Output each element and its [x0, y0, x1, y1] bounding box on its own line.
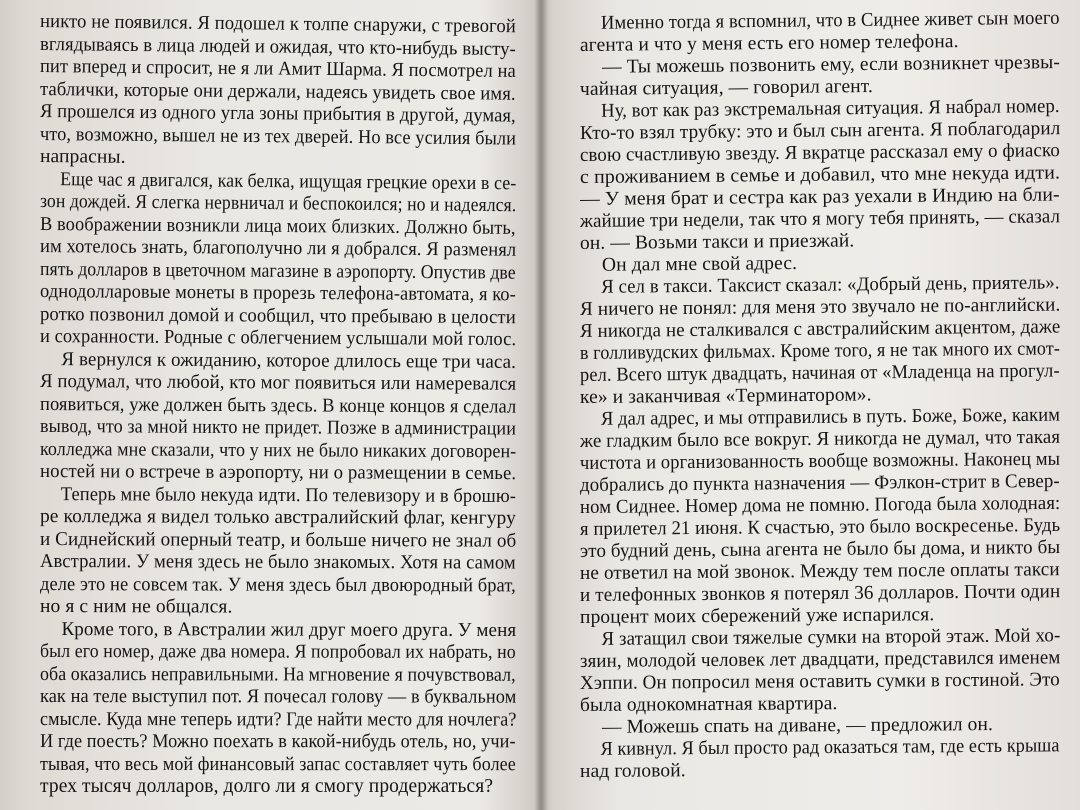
left-page-line: тывая, что весь мой финансовый запас составляет чуть более	[40, 753, 516, 775]
right-page-line: — Ты можешь позвонить ему, если возникнет чрезвы-	[601, 52, 1060, 78]
left-page-line: И где поесть? Можно поехать в какой-нибудь отель, но, учи-	[40, 731, 516, 753]
right-page-line: Ну, вот как раз экстремальная ситуация. Я набрал номер.	[600, 95, 1060, 122]
left-page-line: Я подумал, что любой, кто мог появиться или намеревался	[40, 371, 516, 395]
left-page-line: но я с ним не общался.	[40, 596, 233, 618]
left-page-line: Я прошелся из одного угла зоны прибытия в другой, думая,	[40, 101, 516, 127]
right-page-line: рел. Всего штук двадцать, начиная от «Младенца на прогул-	[580, 360, 1060, 386]
right-page-line: свою счастливую звезду. Я вкратце рассказал ему о фиаско	[580, 140, 1060, 166]
right-page-line: зяин, молодой человек лет двадцати, представился именем	[580, 647, 1060, 672]
left-page-line: однодолларовые монеты в прорезь телефона-автомата, я ко-	[40, 281, 516, 306]
left-page-line: деле это не совсем так. У меня здесь был двоюродный брат,	[40, 573, 516, 596]
left-page-line: вглядываясь в лица людей и ожидая, что кто-нибудь высту-	[40, 33, 516, 60]
right-page-line: я прилетел 21 июня. К счастью, это было воскресенье. Будь	[580, 514, 1060, 540]
left-page-line: пит вперед и спросит, не я ли Амит Шарма. Я посмотрел на	[40, 56, 516, 82]
left-page-line: что, возможно, вышел не из тех дверей. Но все усилия были	[40, 123, 516, 150]
right-page-line: Я никогда не сталкивался с австралийским акцентом, даже	[580, 316, 1060, 342]
left-page-line: пять долларов в цветочном магазине в аэропорту. Опустив две	[40, 258, 516, 284]
left-page-line: ре колледжа я видел только австралийский флаг, кенгуру	[40, 506, 516, 529]
left-page-line: зон дождей. Я слегка нервничал и беспокоился; но и надеялся.	[40, 191, 516, 217]
right-page-line: Я дал адрес, и мы отправились в путь. Боже, Боже, каким	[600, 404, 1060, 430]
right-page-line: с проживанием в семье и добавил, что мне некуда идти.	[580, 162, 1060, 188]
left-page-line: оба оказались неправильными. На мгновение я почувствовал,	[40, 663, 516, 686]
left-page-line: вывод, что за мной никто не придет. Позже в администрации	[40, 416, 516, 440]
right-page-line: — Можешь спать на диване, — предложил он.	[601, 714, 994, 738]
left-page-line: Кроме того, в Австралии жил друг моего друга. У меня	[61, 618, 516, 641]
right-page-line: не ответил на мой звонок. Между тем после оплаты такси	[580, 559, 1060, 584]
right-page-line: же гладким было все вокруг. Я никогда не думал, что такая	[580, 426, 1060, 452]
right-page-line: и телефонных звонков я потерял 36 долларов. Почти один	[580, 581, 1060, 606]
left-page-line: и Сиднейский оперный театр, и больше ничего не знал об	[40, 528, 516, 552]
left-page-line: появиться, уже должен быть здесь. В конце концов я сделал	[40, 393, 516, 418]
right-page-line: процент моих сбережений уже испарился.	[580, 604, 935, 628]
right-page-line: ном Сиднее. Номер дома не помню. Погода была холодная:	[580, 492, 1060, 518]
right-page-line: чистота и организованность вообще возможны. Наконец мы	[580, 448, 1060, 474]
left-page-line: Еще час я двигался, как белка, ищущая грецкие орехи в се-	[60, 168, 516, 194]
left-page-line: Теперь мне было некуда идти. По телевизору и в брошю-	[60, 483, 516, 507]
right-page-line: это будний день, сына агента не было бы дома, и никто бы	[580, 537, 1060, 562]
left-page	[40, 0, 516, 810]
right-page-line: Он дал мне свой адрес.	[601, 252, 798, 276]
right-page-line: Я затащил свои тяжелые сумки на второй этаж. Мой хо-	[601, 625, 1060, 650]
right-page-line: в голливудских фильмах. Кроме того, я не так много их смот-	[580, 338, 1060, 364]
right-page-line: он. — Возьми такси и приезжай.	[580, 230, 855, 254]
right-page-line: Я сел в такси. Таксист сказал: «Добрый день, приятель».	[601, 272, 1060, 298]
right-page-line: Я кивнул. Я был просто рад оказаться там, где есть крыша	[600, 735, 1060, 760]
left-page-line: таблички, которые они держали, надеясь увидеть свое имя.	[40, 78, 516, 105]
left-page-line: как на теле выступил пот. Я почесал голову — в буквальном	[40, 686, 516, 708]
right-page-line: ке» и заканчивая «Терминатором».	[580, 384, 872, 408]
left-page-line: Австралии. У меня здесь не было знакомых. Хотя на самом	[40, 551, 516, 574]
left-page-line: ротко позвонил домой и сообщил, что пребываю в целости	[40, 303, 516, 328]
left-page-line: и сохранности. Родные с облегчением услышали мой голос.	[40, 326, 516, 351]
left-page-line: трех тысяч долларов, долго ли я смогу продержаться?	[40, 776, 494, 797]
right-page-line: Я ничего не понял: для меня это звучало не по-английски.	[580, 294, 1060, 320]
right-page-line: добрались до пункта назначения — Фэлкон-стрит в Север-	[580, 470, 1060, 496]
right-page-line: была однокомнатная квартира.	[580, 693, 838, 716]
right-page-line: — У меня брат и сестра как раз уехали в Индию на бли-	[580, 184, 1060, 210]
right-page-line: чайная ситуация, — говорил агент.	[580, 76, 873, 100]
left-page-line: смысле. Куда мне теперь идти? Где найти место для ночлега?	[40, 708, 516, 730]
left-page-line: В воображении возникли лица моих близких. Должно быть,	[40, 213, 516, 239]
left-page-line: колледжа мне сказали, что у них не было никаких договорен-	[40, 438, 516, 462]
right-page-line: над головой.	[580, 760, 686, 782]
left-page-line: ностей ни о встрече в аэропорту, ни о размещении в семье.	[40, 461, 516, 485]
right-page-line: жайшие три недели, так что я могу тебя принять, — сказал	[580, 206, 1060, 232]
left-page-line: никто не появился. Я подошел к толпе снаружи, с тревогой	[40, 11, 516, 38]
right-page-line: Кто-то взял трубку: это и был сын агента. Я поблагодарил	[580, 118, 1060, 144]
left-page-line: им хотелось знать, благополучно ли я добрался. Я разменял	[40, 236, 516, 261]
right-page	[580, 0, 1060, 810]
right-page-line: Хэппи. Он попросил меня оставить сумки в гостиной. Это	[580, 669, 1060, 694]
right-page-line: агента и что у меня есть его номер телефона.	[580, 31, 959, 56]
book-gutter	[534, 0, 548, 810]
right-page-line: Именно тогда я вспомнил, что в Сиднее живет сын моего	[600, 7, 1060, 34]
left-page-line: напрасны.	[40, 146, 126, 168]
left-page-line: Я вернулся к ожиданию, которое длилось еще три часа.	[61, 348, 516, 373]
left-page-line: был его номер, даже два номера. Я попробовал их набрать, но	[40, 641, 516, 663]
